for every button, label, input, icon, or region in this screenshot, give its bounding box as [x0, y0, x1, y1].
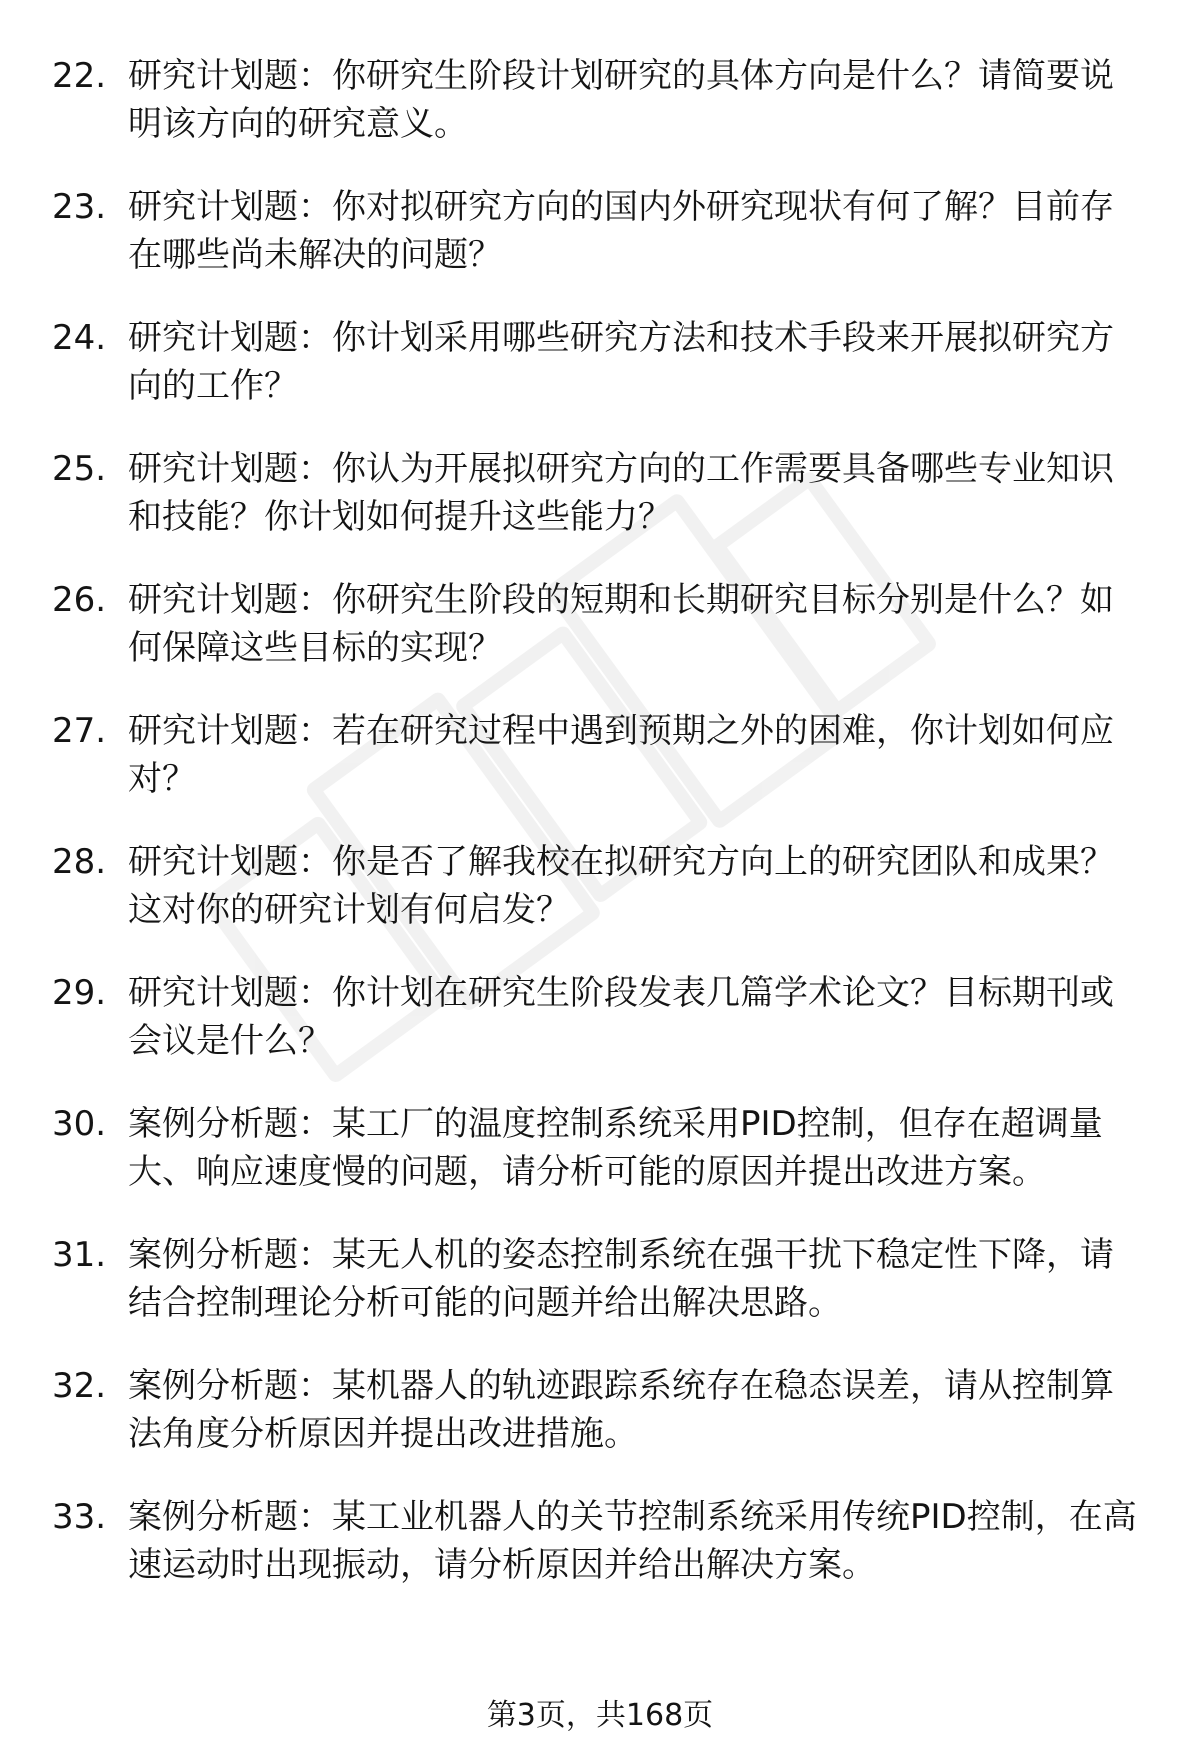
question-number: 31.	[52, 1235, 107, 1275]
question-number: 28.	[52, 842, 107, 882]
question-text: 案例分析题：某无人机的姿态控制系统在强干扰下稳定性下降，请结合控制理论分析可能的问题并给出解决思路。	[128, 1235, 1114, 1323]
question-text: 研究计划题：你是否了解我校在拟研究方向上的研究团队和成果？这对你的研究计划有何启发？	[128, 842, 1114, 930]
question-number: 33.	[52, 1497, 107, 1537]
question-item-22	[52, 52, 1152, 183]
question-item-33	[52, 1493, 1152, 1624]
question-text: 研究计划题：你计划采用哪些研究方法和技术手段来开展拟研究方向的工作？	[128, 318, 1114, 406]
question-item-32	[52, 1362, 1152, 1493]
question-item-28	[52, 838, 1152, 969]
question-number: 23.	[52, 187, 107, 227]
question-item-29	[52, 969, 1152, 1100]
question-item-24	[52, 314, 1152, 445]
question-item-31	[52, 1231, 1152, 1362]
question-item-23	[52, 183, 1152, 314]
question-text: 研究计划题：若在研究过程中遇到预期之外的困难，你计划如何应对？	[128, 711, 1114, 799]
question-number: 29.	[52, 973, 107, 1013]
question-text: 研究计划题：你研究生阶段的短期和长期研究目标分别是什么？如何保障这些目标的实现？	[128, 580, 1114, 668]
question-number: 26.	[52, 580, 107, 620]
question-text: 案例分析题：某工业机器人的关节控制系统采用传统PID控制，在高速运动时出现振动，请分析原因并给出解决方案。	[128, 1497, 1137, 1585]
page-footer: 第3页，共168页	[486, 1698, 714, 1733]
question-list	[52, 52, 1152, 1624]
question-text: 案例分析题：某机器人的轨迹跟踪系统存在稳态误差，请从控制算法角度分析原因并提出改进措施。	[128, 1366, 1114, 1454]
question-text: 案例分析题：某工厂的温度控制系统采用PID控制，但存在超调量大、响应速度慢的问题，请分析可能的原因并提出改进方案。	[128, 1104, 1103, 1192]
question-number: 25.	[52, 449, 107, 489]
question-number: 22.	[52, 56, 107, 96]
question-number: 27.	[52, 711, 107, 751]
question-number: 32.	[52, 1366, 107, 1406]
question-text: 研究计划题：你计划在研究生阶段发表几篇学术论文？目标期刊或会议是什么？	[128, 973, 1114, 1061]
question-item-25	[52, 445, 1152, 576]
question-number: 30.	[52, 1104, 107, 1144]
question-item-26	[52, 576, 1152, 707]
question-number: 24.	[52, 318, 107, 358]
question-text: 研究计划题：你研究生阶段计划研究的具体方向是什么？请简要说明该方向的研究意义。	[128, 56, 1114, 144]
question-item-27	[52, 707, 1152, 838]
question-text: 研究计划题：你认为开展拟研究方向的工作需要具备哪些专业知识和技能？你计划如何提升这些能力？	[128, 449, 1114, 537]
question-item-30	[52, 1100, 1152, 1231]
question-text: 研究计划题：你对拟研究方向的国内外研究现状有何了解？目前存在哪些尚未解决的问题？	[128, 187, 1114, 275]
